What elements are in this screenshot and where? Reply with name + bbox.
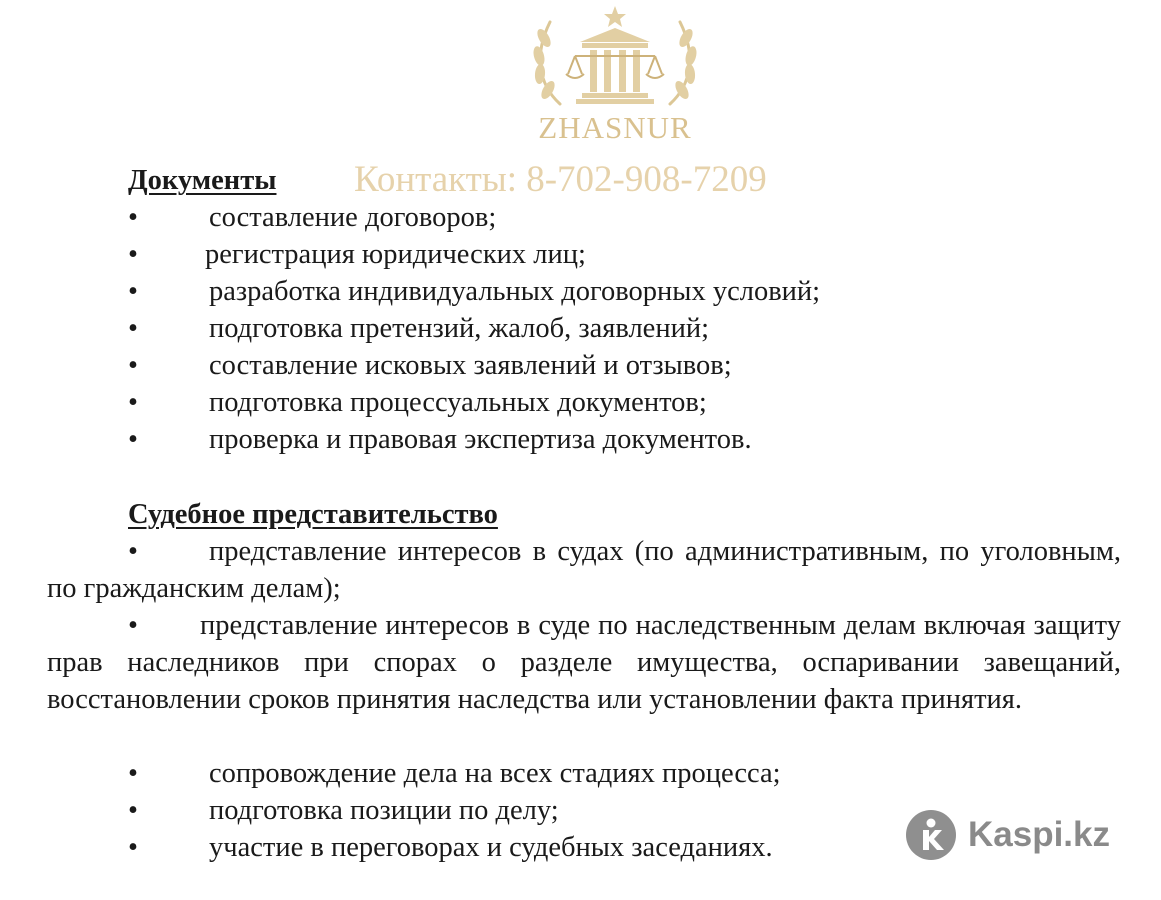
kaspi-badge <box>906 809 1110 861</box>
bullet: • <box>128 758 138 789</box>
bullet: • <box>128 350 138 381</box>
bullet: • <box>128 313 138 344</box>
paragraph-item <box>47 607 1121 718</box>
bullet: • <box>128 202 138 233</box>
paragraph-text: представление интересов в суде по наследственным делам включая защиту прав наследников при спорах о разделе имущества, оспаривании завещаний, восстановлении сроков принятия наследства или установлении факта принятия. <box>47 610 1121 715</box>
list-item-text: составление исковых заявлений и отзывов; <box>209 350 732 381</box>
list-item-text: регистрация юридических лиц; <box>205 239 586 270</box>
paragraph-item <box>47 533 1121 607</box>
kaspi-label: Kaspi.kz <box>968 815 1110 854</box>
bullet: • <box>128 276 138 307</box>
list-item-text: разработка индивидуальных договорных условий; <box>209 276 821 307</box>
paragraph-text: представление интересов в судах (по административным, по уголовным, по гражданским делам); <box>47 536 1121 604</box>
bullet: • <box>128 610 138 641</box>
contacts-watermark: Контакты: 8-702-908-7209 <box>354 159 767 200</box>
list-item-text: участие в переговорах и судебных заседаниях. <box>209 832 773 863</box>
list-item-text: подготовка позиции по делу; <box>209 795 559 826</box>
zhasnur-logo <box>520 4 710 154</box>
bullet: • <box>128 239 138 270</box>
section-heading-documents: Документы <box>128 165 277 196</box>
bullet: • <box>128 536 138 567</box>
bullet: • <box>128 424 138 455</box>
list-item-text: составление договоров; <box>209 202 497 233</box>
section-heading-court-representation: Судебное представительство <box>128 499 498 530</box>
brand-name: ZHASNUR <box>538 110 692 145</box>
list-item-text: подготовка претензий, жалоб, заявлений; <box>209 313 709 344</box>
scales-of-justice-laurel-icon <box>520 4 710 114</box>
bullet: • <box>128 387 138 418</box>
kaspi-logo-icon <box>906 810 956 860</box>
list-item-text: сопровождение дела на всех стадиях процесса; <box>209 758 781 789</box>
list-item-text: подготовка процессуальных документов; <box>209 387 707 418</box>
bullet: • <box>128 832 138 863</box>
bullet: • <box>128 795 138 826</box>
list-item-text: проверка и правовая экспертиза документов. <box>209 424 752 455</box>
